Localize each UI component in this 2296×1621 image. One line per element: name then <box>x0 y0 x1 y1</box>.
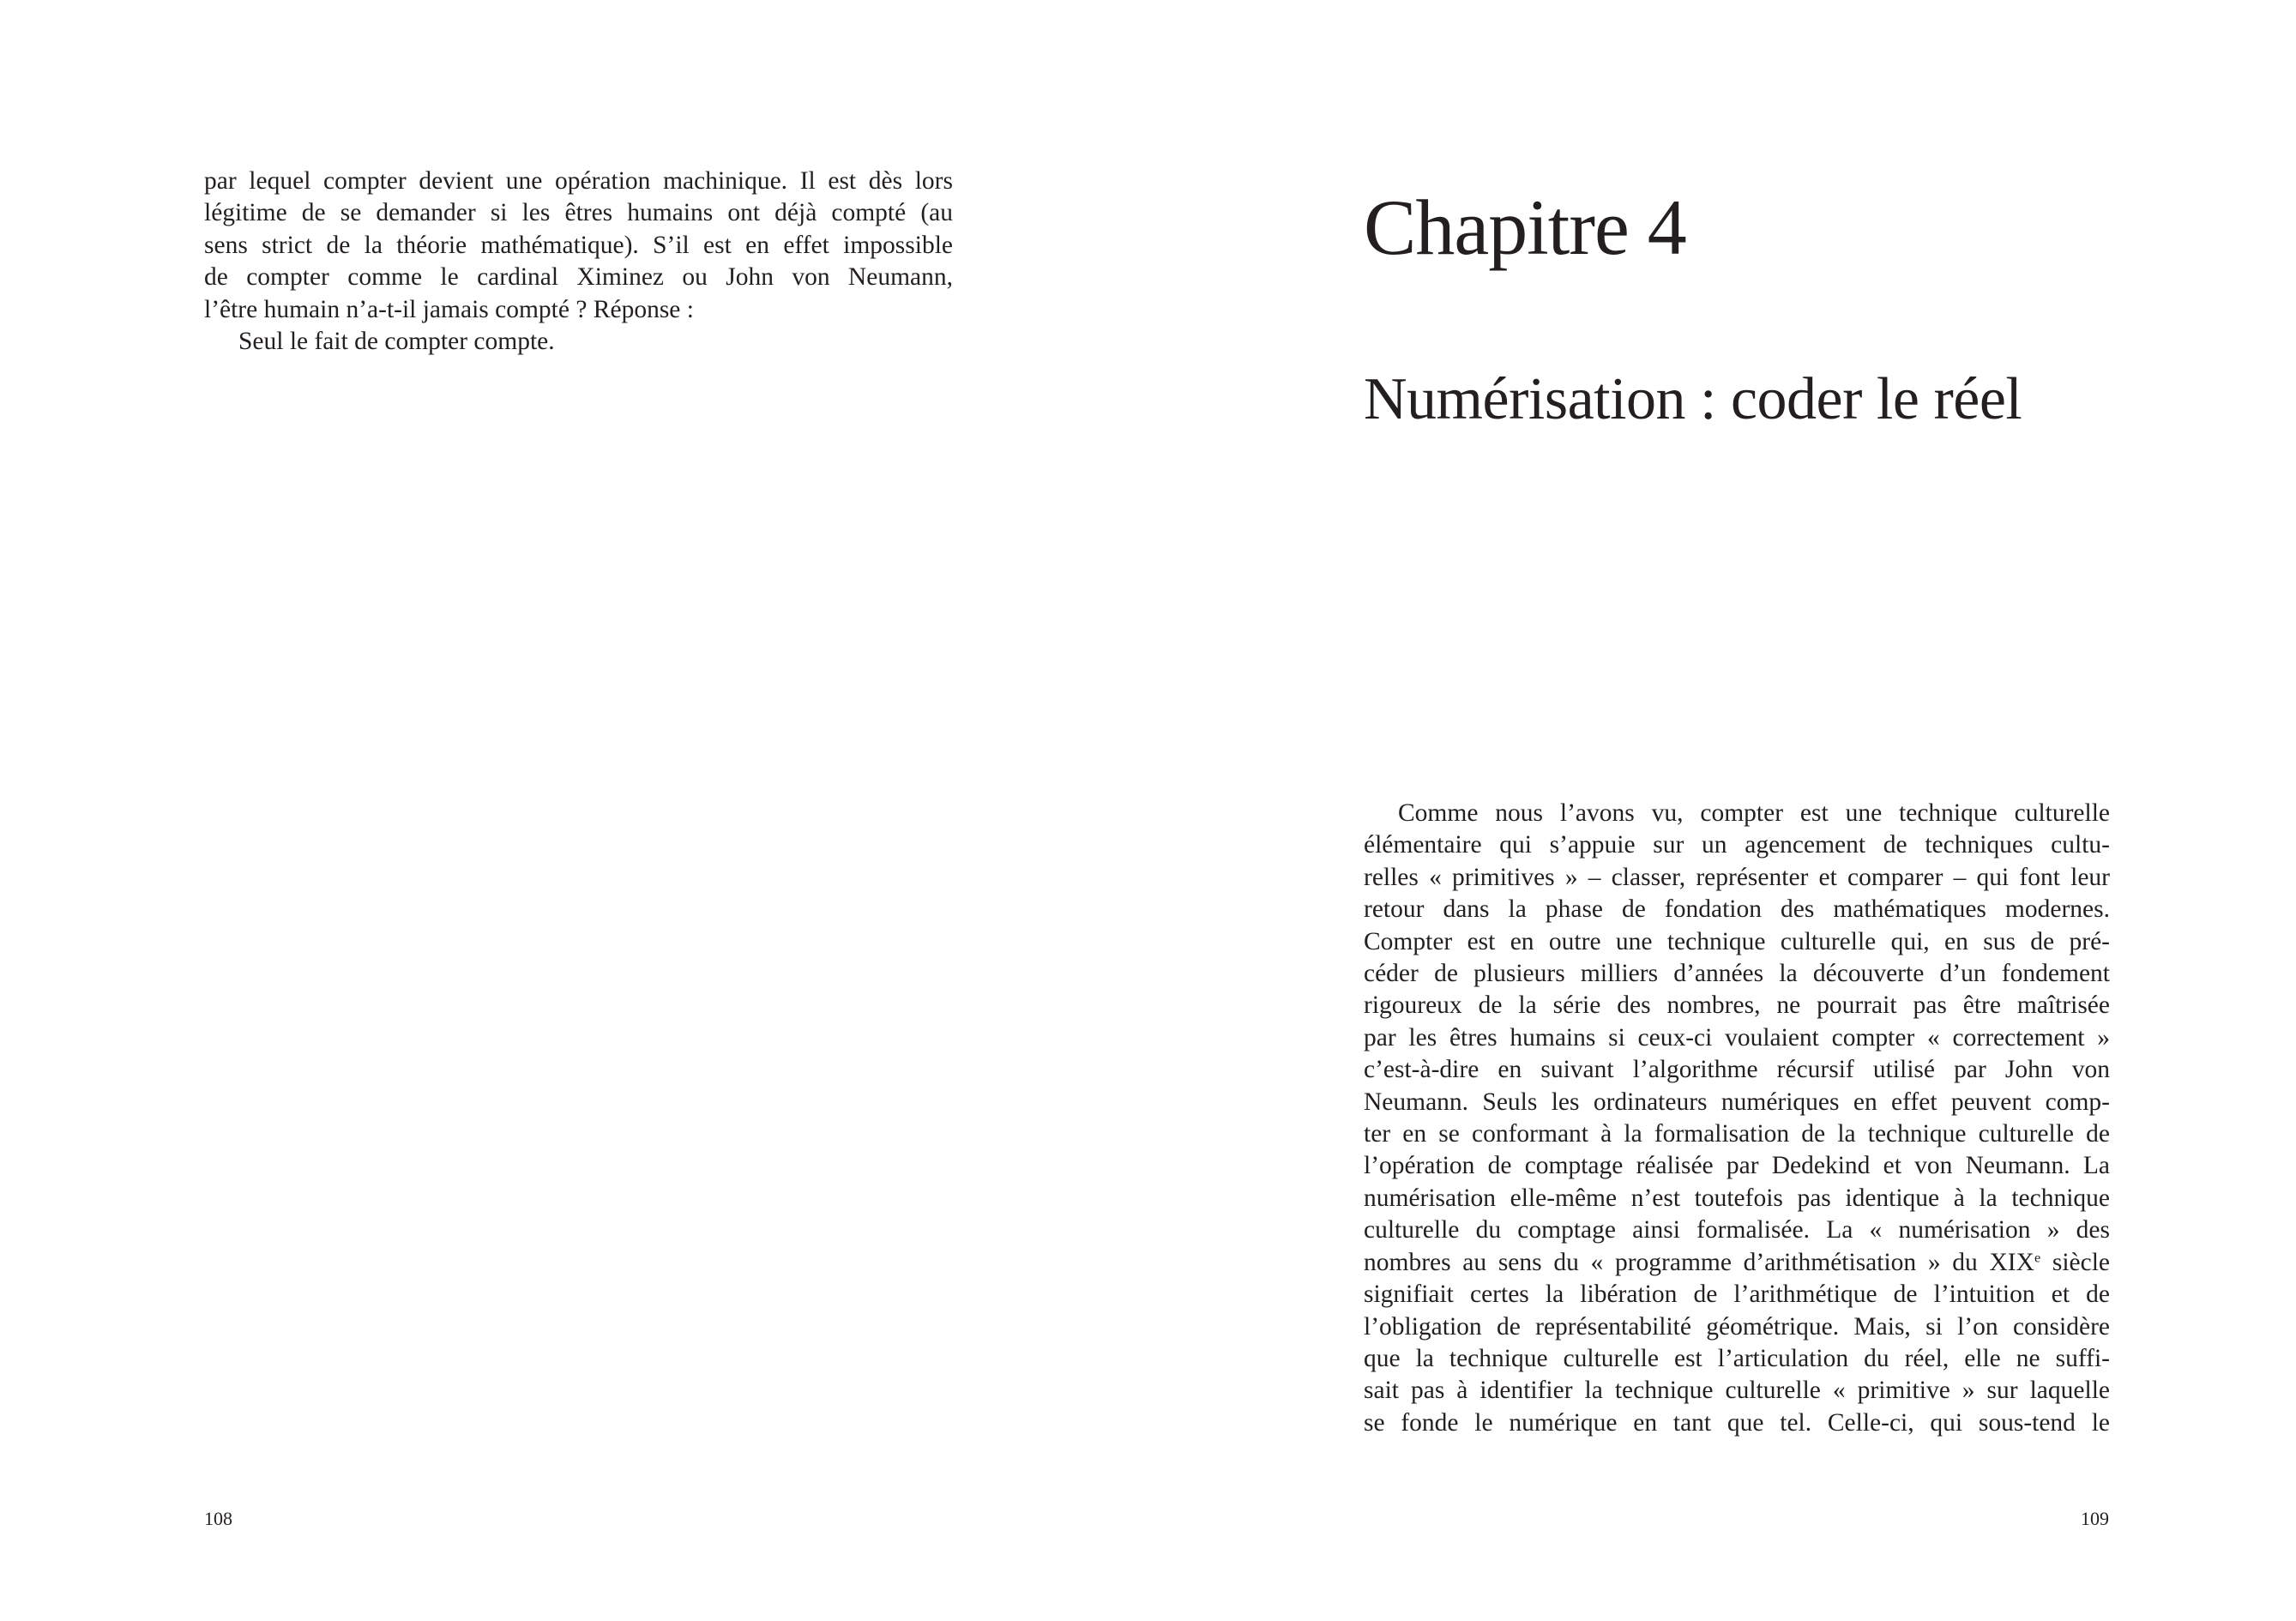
body-line: de compter comme le cardinal Ximinez ou John von Neumann, <box>204 263 953 292</box>
page-number-left: 108 <box>204 1508 232 1529</box>
body-line: l’obligation de représentabilité géométrique. Mais, si l’on considère <box>1364 1312 2110 1341</box>
body-line: se fonde le numérique en tant que tel. Celle-ci, qui sous-tend le <box>1364 1408 2110 1437</box>
body-line: retour dans la phase de fondation des mathématiques modernes. <box>1364 895 2110 924</box>
page-number-right: 109 <box>2081 1508 2109 1529</box>
body-line: Comme nous l’avons vu, compter est une technique culturelle <box>1398 799 2110 827</box>
body-line: c’est-à-dire en suivant l’algorithme récursif utilisé par John von <box>1364 1056 2110 1084</box>
century-line-before: nombres au sens du « programme d’arithmétisation » du XIX <box>1364 1248 2034 1276</box>
chapter-number: Chapitre 4 <box>1364 184 1686 271</box>
century-line-after: siècle <box>2040 1248 2110 1276</box>
left-page-body <box>204 166 953 358</box>
body-line: l’être humain n’a-t-il jamais compté ? Réponse : <box>204 295 694 323</box>
body-line: sens strict de la théorie mathématique). S’il est en effet impossible <box>204 231 953 259</box>
century-superscript: e <box>2034 1249 2041 1265</box>
body-line: que la technique culturelle est l’articulation du réel, elle ne suffi- <box>1364 1344 2110 1372</box>
body-line: par les êtres humains si ceux-ci voulaient compter « correctement » <box>1364 1023 2110 1052</box>
body-line: numérisation elle-même n’est toutefois pas identique à la technique <box>1364 1184 2110 1212</box>
right-page-body <box>1364 798 2110 1439</box>
body-line: céder de plusieurs milliers d’années la découverte d’un fondement <box>1364 960 2110 988</box>
body-line: élémentaire qui s’appuie sur un agencement de techniques cultu- <box>1364 831 2110 859</box>
body-line: Compter est en outre une technique culturelle qui, en sus de pré- <box>1364 927 2110 955</box>
body-line: Neumann. Seuls les ordinateurs numériques en effet peuvent comp- <box>1364 1088 2110 1116</box>
body-line-century <box>1364 1247 2110 1279</box>
body-line: l’opération de comptage réalisée par Dedekind et von Neumann. La <box>1364 1152 2110 1180</box>
body-line: culturelle du comptage ainsi formalisée. La « numérisation » des <box>1364 1216 2110 1244</box>
body-line: rigoureux de la série des nombres, ne pourrait pas être maîtrisée <box>1364 991 2110 1020</box>
body-line: relles « primitives » – classer, représenter et comparer – qui font leur <box>1364 863 2110 891</box>
closing-line: Seul le fait de compter compte. <box>238 328 555 356</box>
body-line: par lequel compter devient une opération machinique. Il est dès lors <box>204 167 953 195</box>
body-line: signifiait certes la libération de l’arithmétique de l’intuition et de <box>1364 1281 2110 1309</box>
body-line: ter en se conformant à la formalisation de la technique culturelle de <box>1364 1120 2110 1148</box>
body-line: légitime de se demander si les êtres humains ont déjà compté (au <box>204 199 953 227</box>
chapter-title: Numérisation : coder le réel <box>1364 366 2022 432</box>
body-line: sait pas à identifier la technique culturelle « primitive » sur laquelle <box>1364 1377 2110 1405</box>
